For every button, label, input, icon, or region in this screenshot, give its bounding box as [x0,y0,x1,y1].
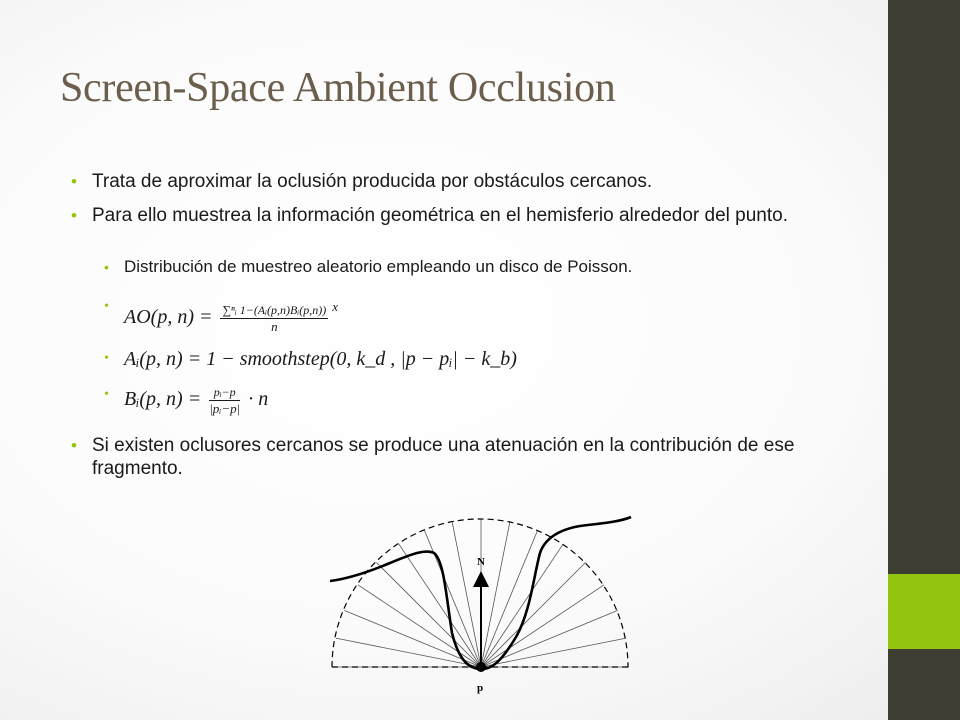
sample-ray [344,610,481,667]
bullet-dot-icon: • [104,299,109,314]
bullet-dot-icon: • [71,436,77,455]
bullet-dot-icon: • [71,172,77,191]
formula-ao-fraction [220,302,328,335]
formula-a [104,348,864,370]
formula-ao-numerator: ∑ⁿᵢ 1−(Aᵢ(p,n)Bᵢ(p,n)) [222,302,327,317]
sidebar-accent-block [888,574,960,649]
bullet-2-text: Para ello muestrea la información geométrica en el hemisferio alrededor del punto. [92,205,788,226]
formula-ao-denominator: n [271,318,278,334]
bullet-dot-icon: • [104,351,109,366]
normal-label: N [477,556,485,568]
formula-ao-exponent: x [332,299,339,314]
bullet-2 [71,204,882,227]
bullet-3 [71,434,882,480]
bullet-2-sub-text: Distribución de muestreo aleatorio empleando un disco de Poisson. [124,257,633,276]
formula-b-denominator: |pᵢ−p| [209,401,241,416]
formula-a-text: Aᵢ(p, n) = 1 − smoothstep(0, k_d , |p − pᵢ| − k_b) [124,348,517,370]
formula-b-fraction [209,384,240,417]
formula-ao [104,296,864,335]
formula-b-numerator: pᵢ−p [209,384,240,401]
formula-ao-lhs: AO(p, n) = [124,306,213,328]
formula-b-rhs: · n [248,388,269,411]
point-label: p [477,682,484,694]
bullet-dot-icon: • [104,259,109,275]
bullet-3-text: Si existen oclusores cercanos se produce una atenuación en la contribución de ese fragmento. [92,435,795,479]
bullet-2-sub [104,256,864,278]
sample-ray [376,562,481,667]
slide-title: Screen-Space Ambient Occlusion [60,65,616,111]
sample-ray [424,530,481,667]
bullet-1-text: Trata de aproximar la oclusión producida por obstáculos cercanos. [92,171,653,192]
surface-point [476,662,486,672]
formula-b-lhs: Bᵢ(p, n) = [124,388,202,411]
hemisphere-diagram [326,505,636,695]
hemisphere-svg [326,505,636,695]
bullet-dot-icon: • [104,387,109,402]
bullet-dot-icon: • [71,206,77,225]
bullet-1 [71,170,882,193]
formula-b [104,384,864,417]
